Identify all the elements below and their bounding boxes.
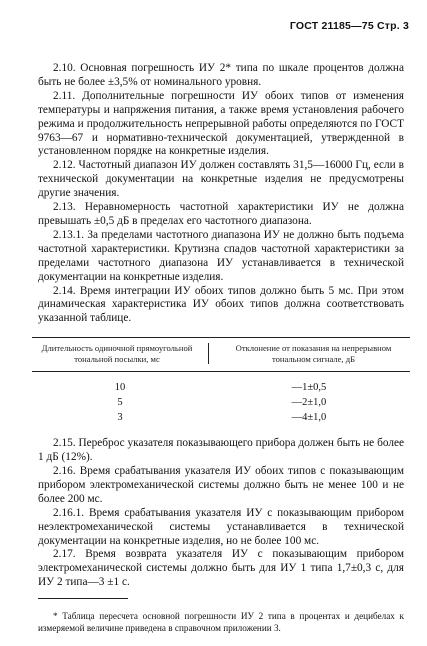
paragraph-2-13-1: 2.13.1. За пределами частотного диапазона ИУ не должно быть подъема частотной характеристики. Крутизна спадов частотной характеристики за пределами частотного диапазона ИУ устанавливается в технической документации на конкретные изделия.: [38, 228, 404, 283]
table-cell-duration: 10: [114, 382, 126, 394]
table-header-deviation: Отклонение от показания на непрерывном тональном сигнале, дБ: [235, 343, 392, 364]
table-cell-duration: 3: [117, 412, 123, 424]
table-cell-deviation: —4±1,0: [291, 412, 327, 424]
table-cell-deviation: —2±1,0: [291, 397, 327, 409]
paragraph-2-16: 2.16. Время срабатывания указателя ИУ обоих типов с показывающим прибором электромеханической системы должно быть не менее 100 и не более 200 мс.: [38, 465, 404, 505]
paragraph-2-17: 2.17. Время возврата указателя ИУ с показывающим прибором электромеханической системы должно быть для ИУ 1 типа 1,7±0,3 с, для ИУ 2 типа—3 ±1 с.: [38, 548, 404, 589]
table-body: [32, 372, 410, 427]
table-cell-duration: 5: [117, 397, 123, 409]
footnote-rule: [38, 598, 128, 599]
paragraph-2-10: 2.10. Основная погрешность ИУ 2* типа по шкале процентов должна быть не более ±3,5% от номинального уровня.: [38, 62, 404, 88]
footnote: * Таблица пересчета основной погрешности ИУ 2 типа в процентах и децибелах к измеряемой величине приведена в справочном приложении 3.: [38, 611, 404, 633]
table-cell-deviation: —1±0,5: [291, 382, 327, 394]
table-row: [32, 395, 410, 410]
table-row: [32, 410, 410, 425]
paragraph-2-15: 2.15. Переброс указателя показывающего прибора должен быть не более 1 дБ (12%).: [38, 437, 404, 464]
paragraph-2-13: 2.13. Неравномерность частотной характеристики ИУ не должна превышать ±0,5 дБ в пределах его частотного диапазона.: [38, 201, 404, 227]
table-header-row: [32, 338, 410, 371]
paragraph-2-11: 2.11. Дополнительные погрешности ИУ обоих типов от изменения температуры и напряжения питания, а также время установления рабочего режима и продолжительность непрерывной работы определяются по ГОСТ 9763—67 и нормативно-технической документацией, утвержденной в установленном порядке на конкретные изделия.: [38, 89, 404, 158]
document-body: [38, 62, 404, 634]
paragraph-2-14: 2.14. Время интеграции ИУ обоих типов должно быть 5 мс. При этом динамическая характеристика ИУ обоих типов должна соответствовать указанной таблице.: [38, 284, 404, 325]
paragraph-2-12: 2.12. Частотный диапазон ИУ должен составлять 31,5—16000 Гц, если в технической документации на конкретные изделия не предусмотрены другие значения.: [38, 159, 404, 200]
table-row: [32, 380, 410, 395]
table-header-duration: Длительность одиночной прямоугольной тональной посылки, мс: [32, 343, 209, 364]
page-header: ГОСТ 21185—75 Стр. 3: [289, 20, 409, 32]
paragraph-2-16-1: 2.16.1. Время срабатывания указателя ИУ с показывающим прибором неэлектромеханической системы устанавливается в технической документации на конкретные изделия, но не более 100 мс.: [38, 506, 404, 547]
dynamic-characteristic-table: [32, 337, 410, 427]
